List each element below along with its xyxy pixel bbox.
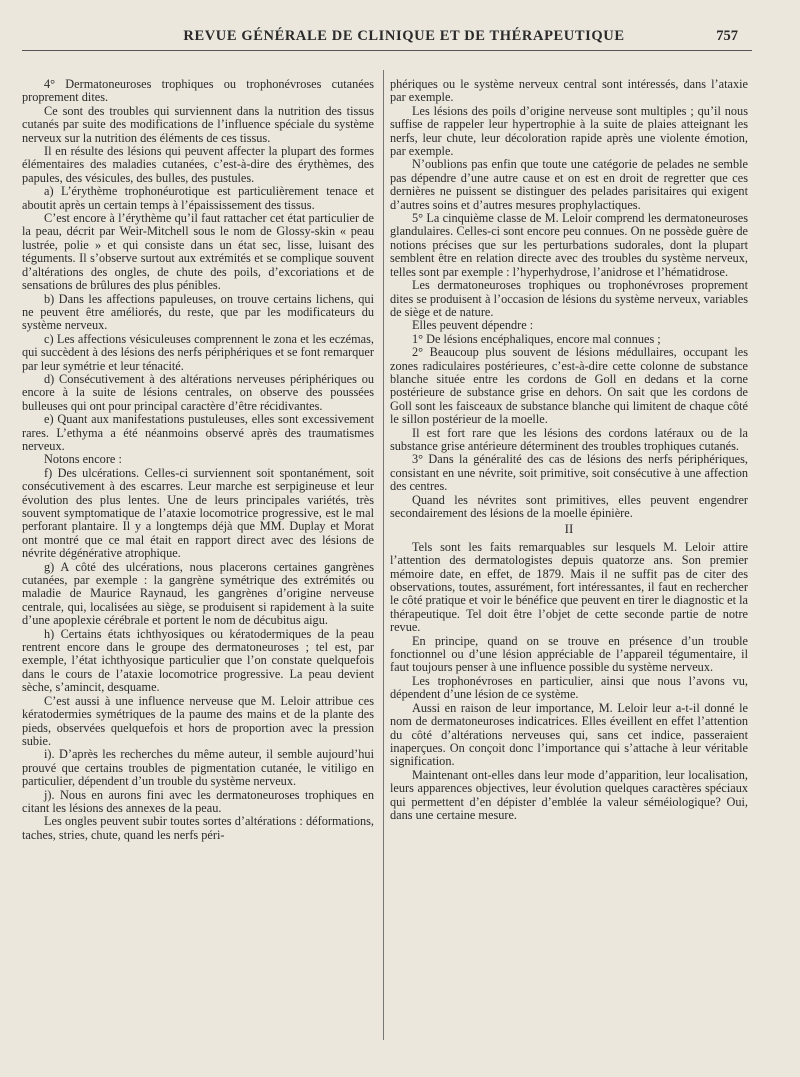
paragraph: C’est aussi à une influence nerveuse que M. Leloir attribue ces kératodermies symétriques de la paume des mains et de la plante des pieds, observées quelquefois et hors de proportion avec la pression subie.: [22, 693, 374, 748]
paragraph: b) Dans les affections papuleuses, on trouve certains lichens, qui ne peuvent être améliorés, du reste, que par les modificateurs du système nerveux.: [22, 291, 374, 333]
paragraph: Tels sont les faits remarquables sur lesquels M. Leloir attire l’attention des dermatologistes depuis quatorze ans. Son premier mémoire date, en effet, de 1879. Mais il ne suffit pas de citer des observations, toutes, assurément, fort intéressantes, il faut en rechercher le côté pratique et voir le bénéfice que peuvent en tirer le diagnostic et la thérapeutique. Tel doit être l’objet de cette seconde partie de notre revue.: [390, 539, 748, 635]
paragraph: h) Certains états ichthyosiques ou kératodermiques de la peau rentrent encore dans le groupe des dermatoneuroses ; tel est, par exemple, l’état ichthyosique particulier que l’on constate quelquefois dans le cours de l’ataxie locomotrice progressive. La peau devient sèche, s’amincit, desquame.: [22, 626, 374, 695]
paragraph: Quand les névrites sont primitives, elles peuvent engendrer secondairement des lésions de la moelle épinière.: [390, 492, 748, 520]
paragraph: f) Des ulcérations. Celles-ci surviennent soit spontanément, soit consécutivement à des escarres. Leur marche est serpigineuse et leur évolution des plus lentes. Une de leurs principales variétés, très souvent symptomatique de l’ataxie locomotrice progressive, est le mal perforant plantaire. Il y a longtemps déjà que MM. Duplay et Morat ont montré que ce mal était en rapport direct avec des lésions de névrite dégénérative atrophique.: [22, 465, 374, 561]
section-heading: II: [564, 521, 574, 537]
paragraph: i). D’après les recherches du même auteur, il semble aujourd’hui prouvé que certains troubles de pigmentation cutanée, le vitiligo en particulier, dépendent d’un trouble du système nerveux.: [22, 747, 374, 789]
paragraph: 5° La cinquième classe de M. Leloir comprend les dermatoneuroses glandulaires. Celles-ci sont encore peu connues. On ne possède guère de notions précises que sur les perturbations sudorales, dont la plupart semblent être en relation directe avec des troubles du système nerveux, telles sont par exemple : l’hyperhydrose, l’anidrose et l’hématidrose.: [390, 211, 748, 279]
right-column: [390, 78, 748, 822]
paragraph: Les dermatoneuroses trophiques ou trophonévroses proprement dites se produisent à l’occasion de lésions du système nerveux, variables de siège et de nature.: [390, 278, 748, 319]
paragraph: a) L’érythème trophonéurotique est particulièrement tenace et aboutit après un certain temps à l’épaississement des tissus.: [22, 184, 374, 212]
paragraph: Les ongles peuvent subir toutes sortes d’altérations : déformations, taches, stries, chute, quand les nerfs péri-: [22, 814, 374, 842]
paragraph: Les trophonévroses en particulier, ainsi que nous l’avons vu, dépendent d’une lésion de ce système.: [390, 673, 748, 702]
page-header: [30, 28, 738, 52]
paragraph: 1° De lésions encéphaliques, encore mal connues ;: [412, 331, 661, 346]
paragraph: Maintenant ont-elles dans leur mode d’apparition, leur localisation, leurs apparences objectives, leur évolution quelques caractères spéciaux qui permettent d’en dépister d’emblée la valeur séméiologique? Oui, dans une certaine mesure.: [390, 767, 748, 822]
paragraph: phériques ou le système nerveux central sont intéressés, dans l’ataxie par exemple.: [390, 77, 748, 105]
column-divider: [383, 70, 384, 1040]
paragraph: 3° Dans la généralité des cas de lésions des nerfs périphériques, consistant en une névrite, soit primitive, soit consécutive à une affection des centres.: [390, 452, 748, 494]
paragraph: Notons encore :: [44, 452, 122, 467]
paragraph: g) A côté des ulcérations, nous placerons certaines gangrènes cutanées, par exemple : la gangrène symétrique des extrémités ou maladie de Maurice Raynaud, les gangrènes d’origine nerveuse centrale, qui, localisées au siège, se produisent si rapidement à la suite d’une apoplexie cérébrale et portent le nom de décubitus aigu.: [22, 559, 374, 628]
header-rule: [22, 50, 752, 51]
paragraph: Les lésions des poils d’origine nerveuse sont multiples ; qu’il nous suffise de rappeler leur hypertrophie à la suite de plaies atteignant les nerfs, leur chute, leur décoloration rapide après une violente émotion, par exemple.: [390, 103, 748, 159]
paragraph: 4° Dermatoneuroses trophiques ou trophonévroses cutanées proprement dites.: [22, 77, 374, 105]
paragraph: En principe, quand on se trouve en présence d’un trouble fonctionnel ou d’une lésion appréciable de l’appareil tégumentaire, il faut toujours penser à une influence possible du système nerveux.: [390, 633, 748, 675]
paragraph: e) Quant aux manifestations pustuleuses, elles sont excessivement rares. L’ethyma a été néanmoins observé après des traumatismes nerveux.: [22, 412, 374, 453]
paragraph: Il en résulte des lésions qui peuvent affecter la plupart des formes élémentaires des maladies cutanées, c’est-à-dire des érythèmes, des papules, des vésicules, des bulles, des pustules.: [22, 144, 374, 185]
paragraph: N’oublions pas enfin que toute une catégorie de pelades ne semble pas dépendre d’une autre cause et on est en droit de regretter que ces dernières ne puissent se distinguer des pelades parisitaires qui exigent d’autres soins et d’autres mesures prophylactiques.: [390, 157, 748, 212]
paragraph: Elles peuvent dépendre :: [412, 318, 534, 333]
paragraph: c) Les affections vésiculeuses comprennent le zona et les eczémas, qui succèdent à des lésions des nerfs périphériques et se font remarquer par leur symétrie et leur ténacité.: [22, 331, 374, 373]
paragraph: Ce sont des troubles qui surviennent dans la nutrition des tissus cutanés par suite des modifications de l’influence spéciale du système nerveux sur la nutrition des éléments de ces tissus.: [22, 103, 374, 145]
paragraph: d) Consécutivement à des altérations nerveuses périphériques ou encore à la suite de lésions centrales, on observe des poussées bulleuses qui ont pour principal caractère d’être récidivantes.: [22, 371, 374, 413]
paragraph: Il est fort rare que les lésions des cordons latéraux ou de la substance grise antérieure déterminent des troubles trophiques cutanés.: [390, 425, 748, 453]
left-column: [22, 78, 374, 842]
paragraph: Aussi en raison de leur importance, M. Leloir leur a-t-il donné le nom de dermatoneuroses indicatrices. Elles éveillent en effet l’attention du côté d’altérations nerveuses qui, sans cet indice, passeraient inaperçues. On conçoit donc l’importance qui s’attache à leur véritable signification.: [390, 700, 748, 769]
paragraph: j). Nous en aurons fini avec les dermatoneuroses trophiques en citant les lésions des annexes de la peau.: [22, 787, 374, 815]
paragraph: 2° Beaucoup plus souvent de lésions médullaires, occupant les zones radiculaires postérieures, c’est-à-dire cette colonne de substance blanche située entre les cordons de Goll en dedans et la corne postérieure de substance grise en dehors. On sait que les cordons de Goll sont les faisceaux de substance blanche qui limitent de chaque côté le sillon postérieur de la moelle.: [390, 345, 748, 427]
running-title: REVUE GÉNÉRALE DE CLINIQUE ET DE THÉRAPEUTIQUE: [183, 28, 625, 44]
paragraph: C’est encore à l’érythème qu’il faut rattacher cet état particulier de la peau, décrit par Weir-Mitchell sous le nom de Glossy-skin « peau lustrée, polie » et qui consiste dans un état sec, lisse, luisant des téguments. Il s’observe surtout aux extrémités et se complique souvent d’altérations des ongles, de chute des poils, d’excoriations et de sensations de brûlures des plus pénibles.: [22, 211, 374, 293]
page-number: 757: [716, 28, 738, 44]
